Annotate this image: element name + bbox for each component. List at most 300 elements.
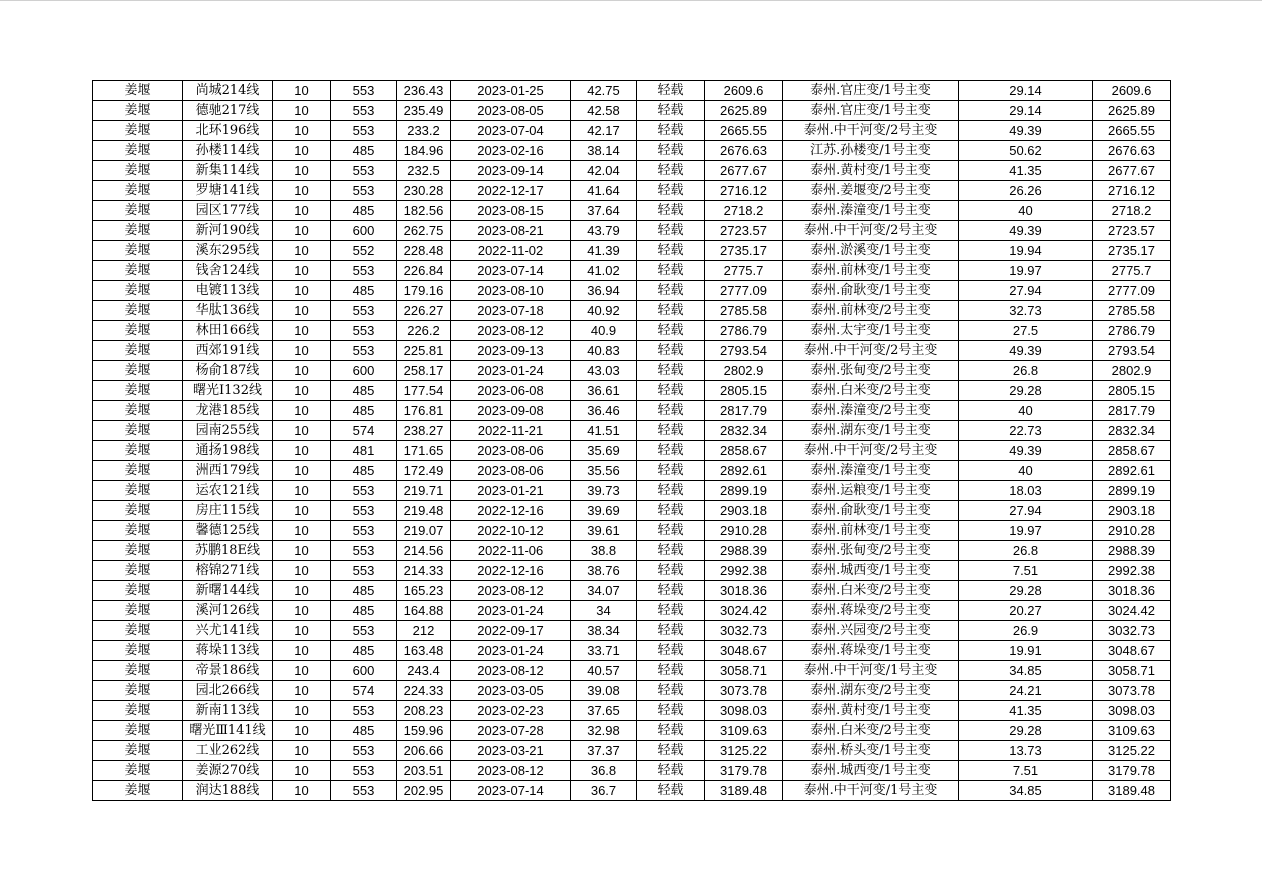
load-rate-cell: 37.64 bbox=[571, 201, 637, 221]
status-cell: 轻载 bbox=[637, 201, 705, 221]
load-rate-cell: 40.92 bbox=[571, 301, 637, 321]
date-cell: 2022-12-17 bbox=[451, 181, 571, 201]
load-rate-cell: 39.73 bbox=[571, 481, 637, 501]
rated-cell: 485 bbox=[331, 281, 397, 301]
transformer-rate-cell: 50.62 bbox=[959, 141, 1093, 161]
value-cell: 3098.03 bbox=[705, 701, 783, 721]
transformer-rate-cell: 32.73 bbox=[959, 301, 1093, 321]
transformer-rate-cell: 7.51 bbox=[959, 561, 1093, 581]
load-cell: 206.66 bbox=[397, 741, 451, 761]
line-name-cell: 曙光Ⅰ132线 bbox=[183, 381, 273, 401]
date-cell: 2023-08-06 bbox=[451, 461, 571, 481]
load-cell: 179.16 bbox=[397, 281, 451, 301]
transformer-rate-cell: 26.8 bbox=[959, 361, 1093, 381]
value-cell: 2609.6 bbox=[705, 81, 783, 101]
voltage-cell: 10 bbox=[273, 561, 331, 581]
voltage-cell: 10 bbox=[273, 401, 331, 421]
transformer-cell: 泰州.溱潼变/2号主变 bbox=[783, 401, 959, 421]
transformer-rate-cell: 27.5 bbox=[959, 321, 1093, 341]
rated-cell: 600 bbox=[331, 361, 397, 381]
load-rate-cell: 40.57 bbox=[571, 661, 637, 681]
load-rate-cell: 43.79 bbox=[571, 221, 637, 241]
rated-cell: 553 bbox=[331, 341, 397, 361]
status-cell: 轻载 bbox=[637, 521, 705, 541]
district-cell: 姜堰 bbox=[93, 261, 183, 281]
voltage-cell: 10 bbox=[273, 361, 331, 381]
status-cell: 轻载 bbox=[637, 401, 705, 421]
rated-cell: 553 bbox=[331, 121, 397, 141]
district-cell: 姜堰 bbox=[93, 381, 183, 401]
value-repeat-cell: 2802.9 bbox=[1093, 361, 1171, 381]
rated-cell: 553 bbox=[331, 701, 397, 721]
value-repeat-cell: 3024.42 bbox=[1093, 601, 1171, 621]
transformer-rate-cell: 41.35 bbox=[959, 701, 1093, 721]
load-cell: 228.48 bbox=[397, 241, 451, 261]
load-cell: 233.2 bbox=[397, 121, 451, 141]
load-rate-cell: 36.7 bbox=[571, 781, 637, 801]
load-rate-cell: 37.65 bbox=[571, 701, 637, 721]
load-rate-cell: 40.9 bbox=[571, 321, 637, 341]
value-repeat-cell: 2785.58 bbox=[1093, 301, 1171, 321]
load-rate-cell: 34 bbox=[571, 601, 637, 621]
load-cell: 202.95 bbox=[397, 781, 451, 801]
district-cell: 姜堰 bbox=[93, 621, 183, 641]
table-row bbox=[93, 541, 1171, 561]
district-cell: 姜堰 bbox=[93, 641, 183, 661]
status-cell: 轻载 bbox=[637, 381, 705, 401]
line-name-cell: 馨德125线 bbox=[183, 521, 273, 541]
table-row bbox=[93, 661, 1171, 681]
status-cell: 轻载 bbox=[637, 481, 705, 501]
line-name-cell: 林田166线 bbox=[183, 321, 273, 341]
line-name-cell: 杨俞187线 bbox=[183, 361, 273, 381]
date-cell: 2023-08-10 bbox=[451, 281, 571, 301]
rated-cell: 553 bbox=[331, 161, 397, 181]
date-cell: 2022-11-02 bbox=[451, 241, 571, 261]
transformer-rate-cell: 20.27 bbox=[959, 601, 1093, 621]
voltage-cell: 10 bbox=[273, 621, 331, 641]
table-row bbox=[93, 561, 1171, 581]
rated-cell: 600 bbox=[331, 661, 397, 681]
status-cell: 轻载 bbox=[637, 421, 705, 441]
date-cell: 2022-10-12 bbox=[451, 521, 571, 541]
voltage-cell: 10 bbox=[273, 661, 331, 681]
date-cell: 2022-11-06 bbox=[451, 541, 571, 561]
data-table bbox=[92, 80, 1171, 801]
rated-cell: 553 bbox=[331, 101, 397, 121]
voltage-cell: 10 bbox=[273, 181, 331, 201]
load-rate-cell: 36.8 bbox=[571, 761, 637, 781]
rated-cell: 553 bbox=[331, 501, 397, 521]
transformer-cell: 泰州.中干河变/2号主变 bbox=[783, 441, 959, 461]
load-cell: 258.17 bbox=[397, 361, 451, 381]
voltage-cell: 10 bbox=[273, 241, 331, 261]
transformer-cell: 泰州.太宇变/1号主变 bbox=[783, 321, 959, 341]
date-cell: 2023-07-28 bbox=[451, 721, 571, 741]
value-cell: 2625.89 bbox=[705, 101, 783, 121]
table-row bbox=[93, 721, 1171, 741]
line-name-cell: 房庄115线 bbox=[183, 501, 273, 521]
value-cell: 2910.28 bbox=[705, 521, 783, 541]
line-name-cell: 园南255线 bbox=[183, 421, 273, 441]
transformer-cell: 泰州.官庄变/1号主变 bbox=[783, 101, 959, 121]
value-repeat-cell: 2665.55 bbox=[1093, 121, 1171, 141]
value-cell: 3179.78 bbox=[705, 761, 783, 781]
value-repeat-cell: 2718.2 bbox=[1093, 201, 1171, 221]
value-cell: 2786.79 bbox=[705, 321, 783, 341]
value-cell: 2899.19 bbox=[705, 481, 783, 501]
load-cell: 219.71 bbox=[397, 481, 451, 501]
voltage-cell: 10 bbox=[273, 761, 331, 781]
line-name-cell: 新曙144线 bbox=[183, 581, 273, 601]
value-cell: 2735.17 bbox=[705, 241, 783, 261]
rated-cell: 553 bbox=[331, 761, 397, 781]
table-row bbox=[93, 121, 1171, 141]
table-row bbox=[93, 621, 1171, 641]
transformer-cell: 泰州.城西变/1号主变 bbox=[783, 761, 959, 781]
status-cell: 轻载 bbox=[637, 261, 705, 281]
rated-cell: 481 bbox=[331, 441, 397, 461]
rated-cell: 485 bbox=[331, 601, 397, 621]
value-repeat-cell: 3048.67 bbox=[1093, 641, 1171, 661]
status-cell: 轻载 bbox=[637, 761, 705, 781]
district-cell: 姜堰 bbox=[93, 661, 183, 681]
status-cell: 轻载 bbox=[637, 101, 705, 121]
status-cell: 轻载 bbox=[637, 501, 705, 521]
status-cell: 轻载 bbox=[637, 621, 705, 641]
load-cell: 238.27 bbox=[397, 421, 451, 441]
table-row bbox=[93, 481, 1171, 501]
load-cell: 226.2 bbox=[397, 321, 451, 341]
line-name-cell: 园北266线 bbox=[183, 681, 273, 701]
district-cell: 姜堰 bbox=[93, 201, 183, 221]
load-rate-cell: 38.76 bbox=[571, 561, 637, 581]
value-repeat-cell: 2625.89 bbox=[1093, 101, 1171, 121]
rated-cell: 600 bbox=[331, 221, 397, 241]
load-cell: 208.23 bbox=[397, 701, 451, 721]
transformer-rate-cell: 34.85 bbox=[959, 661, 1093, 681]
value-repeat-cell: 2735.17 bbox=[1093, 241, 1171, 261]
value-repeat-cell: 3018.36 bbox=[1093, 581, 1171, 601]
date-cell: 2023-08-12 bbox=[451, 581, 571, 601]
transformer-cell: 泰州.蒋垛变/2号主变 bbox=[783, 601, 959, 621]
value-cell: 3024.42 bbox=[705, 601, 783, 621]
transformer-rate-cell: 49.39 bbox=[959, 441, 1093, 461]
rated-cell: 553 bbox=[331, 301, 397, 321]
load-rate-cell: 35.69 bbox=[571, 441, 637, 461]
value-cell: 3058.71 bbox=[705, 661, 783, 681]
load-cell: 203.51 bbox=[397, 761, 451, 781]
date-cell: 2023-07-04 bbox=[451, 121, 571, 141]
load-rate-cell: 32.98 bbox=[571, 721, 637, 741]
date-cell: 2023-03-05 bbox=[451, 681, 571, 701]
load-cell: 184.96 bbox=[397, 141, 451, 161]
status-cell: 轻载 bbox=[637, 441, 705, 461]
load-rate-cell: 33.71 bbox=[571, 641, 637, 661]
transformer-cell: 泰州.俞耿变/1号主变 bbox=[783, 281, 959, 301]
load-rate-cell: 40.83 bbox=[571, 341, 637, 361]
table-row bbox=[93, 461, 1171, 481]
value-repeat-cell: 2903.18 bbox=[1093, 501, 1171, 521]
transformer-cell: 泰州.中干河变/2号主变 bbox=[783, 341, 959, 361]
table-row bbox=[93, 761, 1171, 781]
date-cell: 2023-08-12 bbox=[451, 761, 571, 781]
value-cell: 3018.36 bbox=[705, 581, 783, 601]
district-cell: 姜堰 bbox=[93, 161, 183, 181]
load-cell: 172.49 bbox=[397, 461, 451, 481]
date-cell: 2023-08-15 bbox=[451, 201, 571, 221]
table-row bbox=[93, 281, 1171, 301]
load-cell: 236.43 bbox=[397, 81, 451, 101]
transformer-cell: 泰州.溱潼变/1号主变 bbox=[783, 201, 959, 221]
load-cell: 225.81 bbox=[397, 341, 451, 361]
voltage-cell: 10 bbox=[273, 301, 331, 321]
date-cell: 2023-01-24 bbox=[451, 361, 571, 381]
table-row bbox=[93, 321, 1171, 341]
line-name-cell: 蒋垛113线 bbox=[183, 641, 273, 661]
table-row bbox=[93, 521, 1171, 541]
table-row bbox=[93, 361, 1171, 381]
date-cell: 2022-09-17 bbox=[451, 621, 571, 641]
value-repeat-cell: 2817.79 bbox=[1093, 401, 1171, 421]
status-cell: 轻载 bbox=[637, 361, 705, 381]
table-row bbox=[93, 501, 1171, 521]
district-cell: 姜堰 bbox=[93, 281, 183, 301]
district-cell: 姜堰 bbox=[93, 321, 183, 341]
status-cell: 轻载 bbox=[637, 141, 705, 161]
load-rate-cell: 41.39 bbox=[571, 241, 637, 261]
district-cell: 姜堰 bbox=[93, 701, 183, 721]
line-name-cell: 北环196线 bbox=[183, 121, 273, 141]
value-repeat-cell: 2676.63 bbox=[1093, 141, 1171, 161]
voltage-cell: 10 bbox=[273, 441, 331, 461]
voltage-cell: 10 bbox=[273, 321, 331, 341]
status-cell: 轻载 bbox=[637, 81, 705, 101]
transformer-cell: 泰州.白米变/2号主变 bbox=[783, 721, 959, 741]
status-cell: 轻载 bbox=[637, 321, 705, 341]
line-name-cell: 德驰217线 bbox=[183, 101, 273, 121]
table-row bbox=[93, 381, 1171, 401]
status-cell: 轻载 bbox=[637, 601, 705, 621]
table-row bbox=[93, 681, 1171, 701]
transformer-rate-cell: 19.97 bbox=[959, 521, 1093, 541]
transformer-rate-cell: 19.94 bbox=[959, 241, 1093, 261]
line-name-cell: 帝景186线 bbox=[183, 661, 273, 681]
value-repeat-cell: 2910.28 bbox=[1093, 521, 1171, 541]
load-rate-cell: 41.51 bbox=[571, 421, 637, 441]
load-cell: 230.28 bbox=[397, 181, 451, 201]
table-row bbox=[93, 581, 1171, 601]
load-rate-cell: 38.34 bbox=[571, 621, 637, 641]
line-name-cell: 润达188线 bbox=[183, 781, 273, 801]
status-cell: 轻载 bbox=[637, 541, 705, 561]
transformer-cell: 泰州.前林变/1号主变 bbox=[783, 521, 959, 541]
value-repeat-cell: 2892.61 bbox=[1093, 461, 1171, 481]
rated-cell: 485 bbox=[331, 401, 397, 421]
value-repeat-cell: 2992.38 bbox=[1093, 561, 1171, 581]
district-cell: 姜堰 bbox=[93, 141, 183, 161]
transformer-cell: 泰州.中干河变/2号主变 bbox=[783, 221, 959, 241]
status-cell: 轻载 bbox=[637, 641, 705, 661]
transformer-cell: 泰州.黄村变/1号主变 bbox=[783, 701, 959, 721]
line-name-cell: 溪东295线 bbox=[183, 241, 273, 261]
line-name-cell: 华肽136线 bbox=[183, 301, 273, 321]
transformer-rate-cell: 40 bbox=[959, 201, 1093, 221]
page-top-border bbox=[0, 0, 1262, 1]
transformer-rate-cell: 41.35 bbox=[959, 161, 1093, 181]
table-row bbox=[93, 201, 1171, 221]
transformer-cell: 泰州.白米变/2号主变 bbox=[783, 581, 959, 601]
rated-cell: 553 bbox=[331, 261, 397, 281]
line-name-cell: 新集114线 bbox=[183, 161, 273, 181]
load-cell: 243.4 bbox=[397, 661, 451, 681]
district-cell: 姜堰 bbox=[93, 421, 183, 441]
rated-cell: 574 bbox=[331, 681, 397, 701]
status-cell: 轻载 bbox=[637, 301, 705, 321]
status-cell: 轻载 bbox=[637, 281, 705, 301]
rated-cell: 553 bbox=[331, 321, 397, 341]
value-repeat-cell: 3179.78 bbox=[1093, 761, 1171, 781]
voltage-cell: 10 bbox=[273, 281, 331, 301]
transformer-cell: 泰州.张甸变/2号主变 bbox=[783, 361, 959, 381]
district-cell: 姜堰 bbox=[93, 221, 183, 241]
value-cell: 2665.55 bbox=[705, 121, 783, 141]
transformer-rate-cell: 40 bbox=[959, 461, 1093, 481]
load-rate-cell: 35.56 bbox=[571, 461, 637, 481]
voltage-cell: 10 bbox=[273, 701, 331, 721]
district-cell: 姜堰 bbox=[93, 341, 183, 361]
line-name-cell: 榕锦271线 bbox=[183, 561, 273, 581]
voltage-cell: 10 bbox=[273, 601, 331, 621]
load-cell: 177.54 bbox=[397, 381, 451, 401]
date-cell: 2022-12-16 bbox=[451, 561, 571, 581]
transformer-cell: 泰州.蒋垛变/1号主变 bbox=[783, 641, 959, 661]
table-row bbox=[93, 181, 1171, 201]
district-cell: 姜堰 bbox=[93, 241, 183, 261]
transformer-cell: 泰州.中干河变/1号主变 bbox=[783, 661, 959, 681]
value-repeat-cell: 2805.15 bbox=[1093, 381, 1171, 401]
load-rate-cell: 41.02 bbox=[571, 261, 637, 281]
value-cell: 2676.63 bbox=[705, 141, 783, 161]
load-cell: 176.81 bbox=[397, 401, 451, 421]
date-cell: 2023-02-16 bbox=[451, 141, 571, 161]
rated-cell: 553 bbox=[331, 621, 397, 641]
rated-cell: 485 bbox=[331, 461, 397, 481]
date-cell: 2022-12-16 bbox=[451, 501, 571, 521]
load-rate-cell: 42.58 bbox=[571, 101, 637, 121]
rated-cell: 553 bbox=[331, 781, 397, 801]
line-name-cell: 苏鹏18E线 bbox=[183, 541, 273, 561]
voltage-cell: 10 bbox=[273, 261, 331, 281]
value-cell: 2723.57 bbox=[705, 221, 783, 241]
load-cell: 219.48 bbox=[397, 501, 451, 521]
value-repeat-cell: 2777.09 bbox=[1093, 281, 1171, 301]
table-row bbox=[93, 421, 1171, 441]
load-cell: 232.5 bbox=[397, 161, 451, 181]
line-name-cell: 电镀113线 bbox=[183, 281, 273, 301]
voltage-cell: 10 bbox=[273, 201, 331, 221]
district-cell: 姜堰 bbox=[93, 81, 183, 101]
value-cell: 2802.9 bbox=[705, 361, 783, 381]
table-row bbox=[93, 261, 1171, 281]
value-cell: 2858.67 bbox=[705, 441, 783, 461]
value-cell: 3125.22 bbox=[705, 741, 783, 761]
table-body bbox=[93, 81, 1171, 801]
value-cell: 2992.38 bbox=[705, 561, 783, 581]
table-row bbox=[93, 301, 1171, 321]
transformer-cell: 泰州.白米变/2号主变 bbox=[783, 381, 959, 401]
rated-cell: 553 bbox=[331, 181, 397, 201]
load-cell: 226.27 bbox=[397, 301, 451, 321]
load-cell: 219.07 bbox=[397, 521, 451, 541]
district-cell: 姜堰 bbox=[93, 581, 183, 601]
date-cell: 2023-02-23 bbox=[451, 701, 571, 721]
value-repeat-cell: 3125.22 bbox=[1093, 741, 1171, 761]
voltage-cell: 10 bbox=[273, 141, 331, 161]
status-cell: 轻载 bbox=[637, 161, 705, 181]
transformer-rate-cell: 24.21 bbox=[959, 681, 1093, 701]
table-row bbox=[93, 781, 1171, 801]
line-name-cell: 溪河126线 bbox=[183, 601, 273, 621]
date-cell: 2023-03-21 bbox=[451, 741, 571, 761]
value-cell: 2903.18 bbox=[705, 501, 783, 521]
load-cell: 226.84 bbox=[397, 261, 451, 281]
status-cell: 轻载 bbox=[637, 781, 705, 801]
value-repeat-cell: 3098.03 bbox=[1093, 701, 1171, 721]
load-cell: 214.56 bbox=[397, 541, 451, 561]
value-cell: 2718.2 bbox=[705, 201, 783, 221]
rated-cell: 553 bbox=[331, 561, 397, 581]
transformer-rate-cell: 29.14 bbox=[959, 101, 1093, 121]
load-cell: 165.23 bbox=[397, 581, 451, 601]
transformer-cell: 泰州.城西变/1号主变 bbox=[783, 561, 959, 581]
date-cell: 2023-07-14 bbox=[451, 781, 571, 801]
load-cell: 235.49 bbox=[397, 101, 451, 121]
load-cell: 214.33 bbox=[397, 561, 451, 581]
transformer-rate-cell: 26.9 bbox=[959, 621, 1093, 641]
district-cell: 姜堰 bbox=[93, 741, 183, 761]
district-cell: 姜堰 bbox=[93, 681, 183, 701]
status-cell: 轻载 bbox=[637, 741, 705, 761]
value-cell: 2988.39 bbox=[705, 541, 783, 561]
date-cell: 2023-08-05 bbox=[451, 101, 571, 121]
district-cell: 姜堰 bbox=[93, 441, 183, 461]
date-cell: 2022-11-21 bbox=[451, 421, 571, 441]
transformer-rate-cell: 7.51 bbox=[959, 761, 1093, 781]
table-row bbox=[93, 221, 1171, 241]
date-cell: 2023-01-24 bbox=[451, 641, 571, 661]
rated-cell: 485 bbox=[331, 381, 397, 401]
date-cell: 2023-09-08 bbox=[451, 401, 571, 421]
status-cell: 轻载 bbox=[637, 181, 705, 201]
value-cell: 2793.54 bbox=[705, 341, 783, 361]
status-cell: 轻载 bbox=[637, 681, 705, 701]
voltage-cell: 10 bbox=[273, 641, 331, 661]
voltage-cell: 10 bbox=[273, 541, 331, 561]
transformer-rate-cell: 49.39 bbox=[959, 221, 1093, 241]
voltage-cell: 10 bbox=[273, 521, 331, 541]
line-name-cell: 通扬198线 bbox=[183, 441, 273, 461]
line-name-cell: 西郊191线 bbox=[183, 341, 273, 361]
transformer-rate-cell: 29.28 bbox=[959, 721, 1093, 741]
load-rate-cell: 36.61 bbox=[571, 381, 637, 401]
load-cell: 212 bbox=[397, 621, 451, 641]
rated-cell: 553 bbox=[331, 81, 397, 101]
rated-cell: 553 bbox=[331, 481, 397, 501]
line-name-cell: 工业262线 bbox=[183, 741, 273, 761]
value-repeat-cell: 2723.57 bbox=[1093, 221, 1171, 241]
value-cell: 2716.12 bbox=[705, 181, 783, 201]
